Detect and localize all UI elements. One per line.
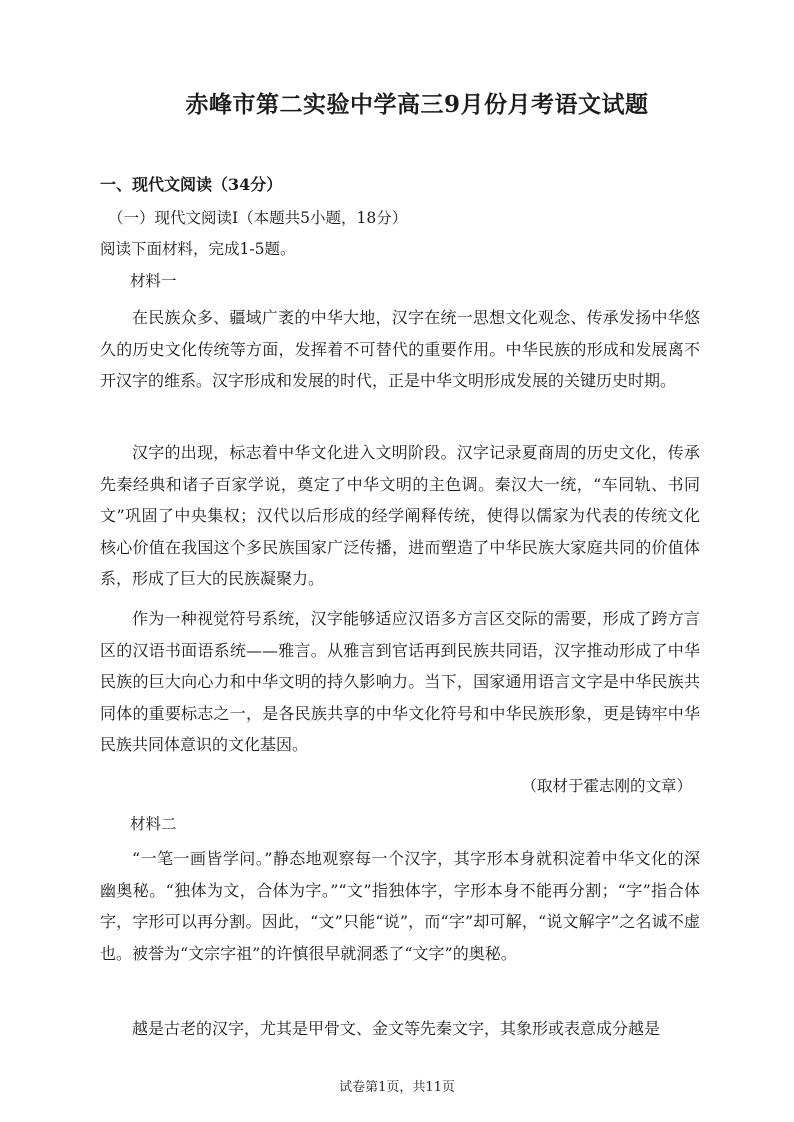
material-two-label: 材料二: [130, 815, 177, 833]
material-two-paragraph-1: “一笔一画皆学问。”静态地观察每一个汉字，其字形本身就积淀着中华文化的深幽奥秘。“独体为文，合体为字。”“文”指独体字，字形本身不能再分割；“字”指合体字，字形可以再分割。因此，“文”只能“说”，而“字”却可解，“说文解字”之名诚不虚也。被誉为“文宗字祖”的许慎很早就洞悉了“文字”的奥秘。: [100, 849, 700, 963]
section-heading: 一、现代文阅读（34分）: [100, 175, 283, 194]
material-two-paragraph-2: 越是古老的汉字，尤其是甲骨文、金文等先秦文字，其象形或表意成分越是: [132, 1019, 661, 1038]
material-one-source: （取材于霍志刚的文章）: [521, 777, 692, 795]
material-one-paragraph-2: 汉字的出现，标志着中华文化进入文明阶段。汉字记录夏商周的历史文化，传承先秦经典和诸子百家学说，奠定了中华文明的主色调。秦汉大一统，“车同轨、书同文”巩固了中央集权；汉代以后形成的经学阐释传统，使得以儒家为代表的传统文化核心价值在我国这个多民族国家广泛传播，进而塑造了中华民族大家庭共同的价值体系，形成了巨大的民族凝聚力。: [100, 443, 700, 588]
material-one-label: 材料一: [130, 272, 177, 290]
page-footer: 试卷第1页，共11页: [339, 1080, 455, 1095]
material-one-paragraph-3: 作为一种视觉符号系统，汉字能够适应汉语多方言区交际的需要，形成了跨方言区的汉语书面语系统——雅言。从雅言到官话再到民族共同语，汉字推动形成了中华民族的巨大向心力和中华文明的持久影响力。当下，国家通用语言文字是中华民族共同体的重要标志之一，是各民族共享的中华文化符号和中华民族形象，更是铸牢中华民族共同体意识的文化基因。: [100, 609, 700, 754]
material-one-paragraph-1: 在民族众多、疆域广袤的中华大地，汉字在统一思想文化观念、传承发扬中华悠久的历史文化传统等方面，发挥着不可替代的重要作用。中华民族的形成和发展离不开汉字的维系。汉字形成和发展的时代，正是中华文明形成发展的关键历史时期。: [100, 308, 700, 390]
page-title: 赤峰市第二实验中学高三9月份月考语文试题: [185, 91, 649, 118]
reading-instruction: 阅读下面材料，完成1-5题。: [100, 240, 296, 258]
sub-heading: （一）现代文阅读Ⅰ（本题共5小题，18分）: [108, 209, 408, 227]
